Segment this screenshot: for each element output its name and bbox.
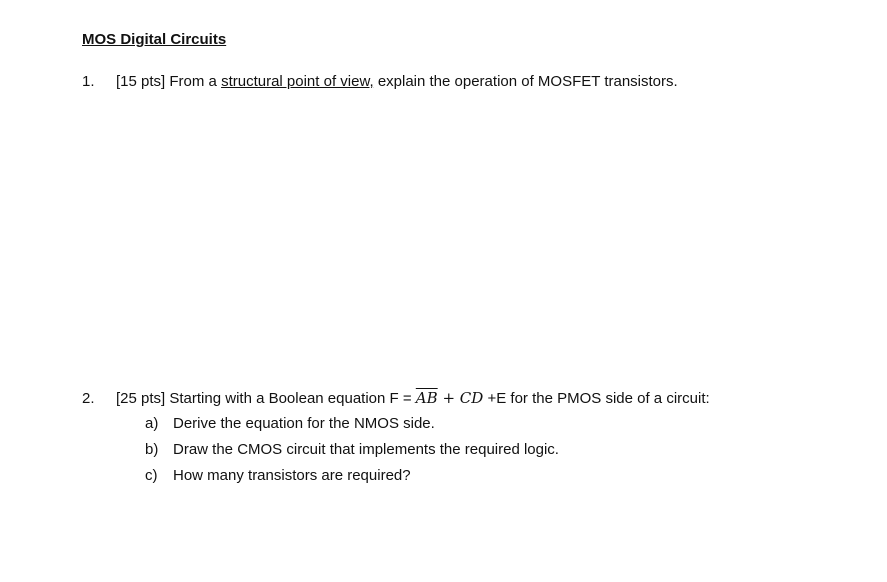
question-points: [15 pts]	[116, 73, 166, 90]
document-title: MOS Digital Circuits	[82, 31, 227, 48]
equation-term: CD	[459, 389, 484, 407]
boolean-equation	[416, 389, 484, 407]
question-text-rest: +E for the PMOS side of a circuit:	[487, 390, 710, 407]
subpart-text: Draw the CMOS circuit that implements the required logic.	[173, 441, 559, 458]
question-number: 2.	[82, 390, 95, 407]
subpart-label: a)	[145, 415, 159, 432]
equation-overlined-term: $\overline{AB}$	[415, 389, 438, 407]
question-number: 1.	[82, 73, 95, 90]
question-1	[82, 73, 678, 90]
subpart-label: c)	[145, 467, 158, 484]
question-2	[82, 389, 710, 407]
question-underlined-text: structural point of view,	[221, 73, 374, 90]
subpart-a	[145, 415, 435, 432]
subpart-text: How many transistors are required?	[173, 467, 411, 484]
subpart-label: b)	[145, 441, 159, 458]
question-points: [25 pts]	[116, 390, 166, 407]
subpart-c	[145, 467, 411, 484]
question-text-rest: explain the operation of MOSFET transistors.	[377, 73, 678, 90]
subpart-b	[145, 441, 559, 458]
equation-plus: +	[442, 389, 456, 407]
subpart-text: Derive the equation for the NMOS side.	[173, 415, 435, 432]
question-text: Starting with a Boolean equation F =	[169, 390, 412, 407]
question-text: From a	[169, 73, 217, 90]
